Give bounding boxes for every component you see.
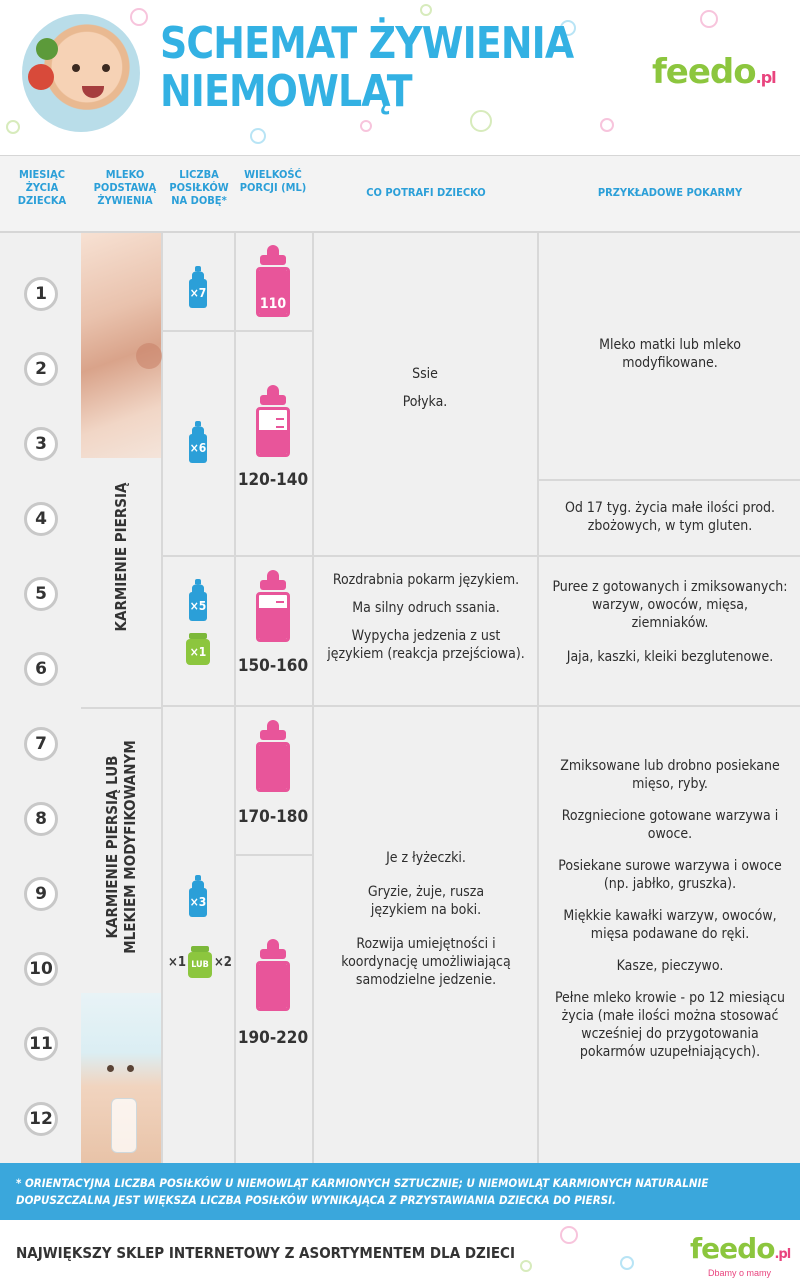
portion-value: 190-220 bbox=[237, 1028, 309, 1048]
column-header-skills: CO POTRAFI DZIECKO bbox=[366, 186, 486, 199]
month-badge: 12 bbox=[24, 1102, 58, 1136]
logo-suffix: .pl bbox=[774, 1247, 791, 1262]
milk-label-mixed bbox=[103, 737, 139, 957]
logo-main: feedo bbox=[690, 1232, 775, 1265]
month-badge: 4 bbox=[24, 502, 58, 536]
footer-logo-tagline: Dbamy o mamy bbox=[708, 1268, 772, 1278]
footer-feedo-logo[interactable] bbox=[690, 1232, 790, 1265]
row-divider bbox=[161, 555, 800, 557]
column-header-row bbox=[0, 155, 800, 233]
month-badge: 10 bbox=[24, 952, 58, 986]
jar-or-label: LUB bbox=[188, 952, 212, 978]
portion-bottle-icon bbox=[256, 385, 290, 459]
food-text: Rozgniecione gotowane warzywa i owoce. bbox=[561, 808, 779, 842]
month-badge: 5 bbox=[24, 577, 58, 611]
portion-bottle-icon bbox=[256, 245, 290, 319]
row-divider bbox=[234, 854, 312, 856]
column-header-milk: MLEKO PODSTAWĄ ŻYWIENIA bbox=[93, 168, 157, 207]
portion-bottle-icon bbox=[256, 720, 290, 794]
skills-cell-1 bbox=[316, 365, 534, 421]
month-badge: 11 bbox=[24, 1027, 58, 1061]
food-text: Pełne mleko krowie - po 12 miesiącu życia (małe ilości można stosować wcześniej do przygotowania pokarmów uzupełniających). bbox=[554, 990, 786, 1060]
title-line-2: NIEMOWLĄT bbox=[160, 66, 412, 117]
meal-count: ×7 bbox=[189, 286, 207, 300]
logo-suffix: .pl bbox=[755, 68, 776, 87]
baby-photo bbox=[22, 14, 140, 132]
meals-group-2 bbox=[189, 421, 207, 463]
foods-cell-1: Mleko matki lub mleko modyfikowane. bbox=[599, 337, 741, 371]
food-text: Kasze, pieczywo. bbox=[616, 958, 724, 974]
doodle-icon bbox=[420, 4, 432, 16]
column-divider bbox=[537, 233, 539, 1163]
month-badge: 7 bbox=[24, 727, 58, 761]
skill-text: Ma silny odruch ssania. bbox=[352, 600, 500, 616]
portion-value: 110 bbox=[259, 296, 287, 312]
bottle-icon bbox=[189, 421, 207, 463]
doodle-icon bbox=[130, 8, 148, 26]
jar-count: ×1 bbox=[186, 639, 210, 665]
month-badge: 2 bbox=[24, 352, 58, 386]
portion-value: 150-160 bbox=[237, 656, 309, 676]
column-header-foods: PRZYKŁADOWE POKARMY bbox=[597, 186, 743, 199]
column-divider bbox=[234, 233, 236, 1163]
doodle-icon bbox=[700, 10, 718, 28]
milk-label-breast: KARMIENIE PIERSIĄ bbox=[112, 482, 130, 632]
skill-text: Gryzie, żuje, rusza językiem na boki. bbox=[367, 884, 485, 918]
row-divider bbox=[161, 330, 312, 332]
month-badge: 6 bbox=[24, 652, 58, 686]
schedule-table bbox=[0, 233, 800, 1163]
jar-icon bbox=[188, 946, 212, 978]
doodle-icon bbox=[620, 1256, 634, 1270]
page-title bbox=[160, 20, 573, 116]
doodle-icon bbox=[600, 118, 614, 132]
skill-text: Rozdrabnia pokarm językiem. bbox=[332, 572, 520, 588]
jar-count-right: ×2 bbox=[214, 954, 232, 970]
foods-cell-2: Od 17 tyg. życia małe ilości prod. zbożowych, w tym gluten. bbox=[564, 500, 776, 534]
meals-group-4 bbox=[189, 875, 207, 917]
header bbox=[0, 0, 800, 155]
jar-count-left: ×1 bbox=[168, 954, 186, 970]
foods-cell-4 bbox=[552, 757, 788, 1071]
food-text: Miękkie kawałki warzyw, owoców, mięsa podawane do ręki. bbox=[563, 908, 777, 942]
doodle-icon bbox=[360, 120, 372, 132]
month-badge: 8 bbox=[24, 802, 58, 836]
title-line-1: SCHEMAT ŻYWIENIA bbox=[160, 18, 574, 69]
foods-cell-3 bbox=[552, 578, 788, 676]
meal-count: ×3 bbox=[189, 895, 207, 909]
meals-group-1 bbox=[189, 266, 207, 308]
breastfeeding-photo bbox=[81, 233, 161, 458]
skill-text: Połyka. bbox=[402, 394, 448, 410]
meals-group-3 bbox=[186, 579, 210, 665]
portion-value: 120-140 bbox=[237, 470, 309, 490]
bottle-icon bbox=[189, 579, 207, 621]
footnote: * ORIENTACYJNA LICZBA POSIŁKÓW U NIEMOWLĄT KARMIONYCH SZTUCZNIE; U NIEMOWLĄT KARMIONYCH NATURALNIE DOPUSZCZALNA JEST WIĘKSZA LICZBA POSIŁKÓW WYNIKAJĄCA Z PRZYSTAWIANIA DZIECKA DO PIERSI. bbox=[0, 1163, 800, 1220]
logo-main: feedo bbox=[652, 52, 756, 92]
column-divider bbox=[161, 233, 163, 1163]
footer bbox=[0, 1220, 800, 1288]
bottle-icon bbox=[189, 266, 207, 308]
meal-count: ×5 bbox=[189, 599, 207, 613]
row-divider bbox=[161, 705, 800, 707]
milk-label-mixed-line2: MLEKIEM MODYFIKOWANYM bbox=[121, 740, 139, 954]
doodle-icon bbox=[520, 1260, 532, 1272]
footer-tagline: NAJWIĘKSZY SKLEP INTERNETOWY Z ASORTYMENTEM DLA DZIECI bbox=[16, 1244, 515, 1262]
month-badge: 1 bbox=[24, 277, 58, 311]
food-text: Zmiksowane lub drobno posiekane mięso, ryby. bbox=[560, 758, 780, 792]
portion-bottle-icon bbox=[256, 939, 290, 1013]
food-text: Jaja, kaszki, kleiki bezglutenowe. bbox=[566, 649, 774, 665]
column-header-month: MIESIĄC ŻYCIA DZIECKA bbox=[17, 168, 67, 207]
row-divider bbox=[537, 479, 800, 481]
skills-cell-3 bbox=[340, 849, 512, 999]
skill-text: Ssie bbox=[412, 366, 438, 382]
food-text: Posiekane surowe warzywa i owoce (np. jabłko, gruszka). bbox=[558, 858, 782, 892]
column-divider bbox=[312, 233, 314, 1163]
baby-bottle-photo bbox=[81, 993, 161, 1163]
skill-text: Wypycha jedzenia z ust językiem (reakcja przejściowa). bbox=[327, 628, 525, 662]
milk-label-mixed-line1: KARMIENIE PIERSIĄ LUB bbox=[103, 755, 121, 939]
skill-text: Rozwija umiejętności i koordynację umożliwiającą samodzielne jedzenie. bbox=[341, 936, 511, 988]
doodle-icon bbox=[6, 120, 20, 134]
portion-bottle-icon bbox=[256, 570, 290, 644]
bottle-icon bbox=[189, 875, 207, 917]
feedo-logo[interactable] bbox=[652, 52, 776, 92]
column-header-portion: WIELKOŚĆ PORCJI (ML) bbox=[239, 168, 307, 194]
skill-text: Je z łyżeczki. bbox=[386, 850, 466, 866]
meal-count: ×6 bbox=[189, 441, 207, 455]
jar-icon bbox=[186, 633, 210, 665]
month-badge: 3 bbox=[24, 427, 58, 461]
meals-group-4-jar-row bbox=[167, 946, 233, 978]
doodle-icon bbox=[560, 1226, 578, 1244]
doodle-icon bbox=[250, 128, 266, 144]
skills-cell-2 bbox=[322, 571, 530, 673]
month-badge: 9 bbox=[24, 877, 58, 911]
food-text: Puree z gotowanych i zmiksowanych: warzyw, owoców, mięsa, ziemniaków. bbox=[552, 579, 788, 631]
portion-value: 170-180 bbox=[237, 807, 309, 827]
column-header-meals: LICZBA POSIŁKÓW NA DOBĘ* bbox=[169, 168, 229, 207]
